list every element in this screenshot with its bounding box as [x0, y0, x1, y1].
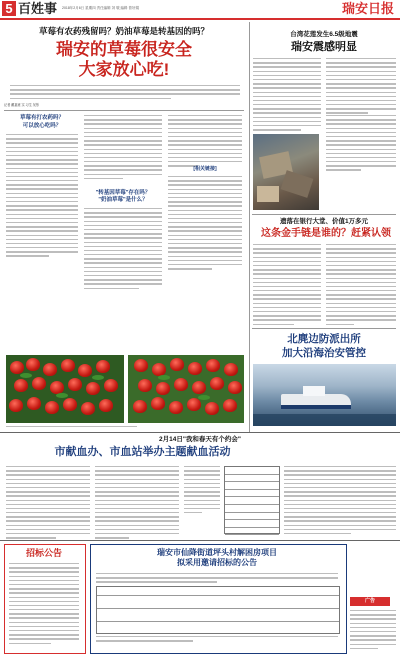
- reporter-text: [284, 466, 396, 537]
- police-title-line2: 加大沿海治安管控: [282, 347, 366, 359]
- lead-title-line1: 瑞安的草莓很安全: [56, 40, 192, 59]
- ad-label: 广告: [350, 597, 390, 606]
- page-header: [0, 0, 400, 20]
- patrol-boat-photo: [253, 364, 396, 426]
- tender-table: [96, 586, 340, 634]
- taiwan-title: 瑞安震感明显: [291, 41, 357, 53]
- lead-kicker: 草莓有农药残留吗？奶油草莓是转基因的吗？: [38, 26, 209, 36]
- photo-caption: [6, 426, 244, 430]
- earthquake-photo: [253, 134, 319, 210]
- lead-col1-text: [6, 134, 78, 260]
- chain-col2-text: [326, 244, 396, 328]
- lead-sub2-subtitle: "奶油草莓"是什么？: [98, 197, 148, 203]
- classified-ads-text: [350, 610, 396, 652]
- lead-intro-text: [10, 85, 240, 102]
- lead-title-line2: 大家放心吃!: [78, 60, 170, 79]
- valentine-kicker: 2月14日"我和春天有个约会": [158, 436, 241, 443]
- lead-col2-text-bottom: [84, 208, 162, 292]
- lead-col2-text-top: [84, 115, 162, 182]
- valentine-col3-text: [184, 466, 220, 516]
- valentine-col2-text: [95, 466, 179, 541]
- lead-sub3-title: [相关链接]: [193, 166, 217, 172]
- taiwan-col1-text: [253, 58, 321, 133]
- taiwan-col2-text-b: [326, 115, 396, 174]
- police-title-line1: 北麂边防派出所: [287, 333, 361, 345]
- tender-footer-text: [96, 636, 338, 644]
- tender-title-line1: 瑞安市仙降街道坪头村解困房项目: [157, 548, 277, 557]
- section-number: 5: [2, 1, 16, 16]
- valentine-col1-text: [6, 466, 90, 541]
- taiwan-col2-text: [326, 58, 396, 117]
- strawberry-photo-left: [6, 355, 124, 423]
- lead-col3-text-top: [168, 115, 242, 169]
- newspaper-brand: 瑞安日报: [341, 1, 394, 16]
- section-name: 百姓事: [18, 1, 58, 16]
- chain-title: 这条金手链是谁的？赶紧认领: [261, 228, 391, 239]
- donation-schedule-table: [224, 466, 280, 534]
- lead-sub1-title: 草莓有打农药吗？: [19, 115, 64, 121]
- strawberry-photo-right: [128, 355, 244, 423]
- tender-title-line2: 拟采用邀请招标的公告: [177, 558, 257, 567]
- recruit-title: 招标公告: [25, 548, 62, 558]
- recruit-text: [9, 563, 79, 647]
- lead-byline: 记者 戴嘉意 实 习生 吴彤: [4, 103, 40, 107]
- issue-meta: 2018年2月6日 星期四 责任编辑 刘 敬 编辑 曾妤娟: [62, 6, 140, 10]
- lead-col3-text-bottom: [168, 176, 242, 272]
- chain-col1-text: [253, 244, 321, 328]
- tender-intro-text: [96, 573, 338, 586]
- valentine-title: 市献血办、市血站举办主题献血活动: [54, 446, 231, 458]
- chain-kicker: 遗落在银行大堂、价值1万多元: [279, 218, 369, 225]
- lead-sub1-subtitle: 可以放心吃吗？: [22, 123, 62, 129]
- taiwan-kicker: 台湾花莲发生6.5级地震: [290, 31, 358, 38]
- lead-sub2-title: "转基因草莓"存在吗？: [95, 190, 151, 196]
